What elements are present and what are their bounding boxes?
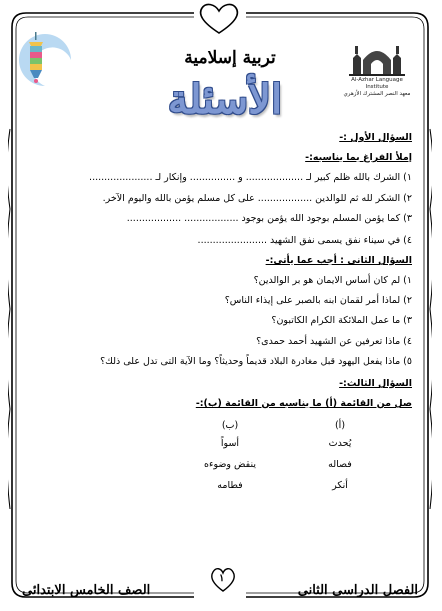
- q2-item: ٢) لماذا أمر لقمان ابنه بالصبر على إيذاء الناس؟: [224, 295, 412, 306]
- institute-logo-text: [340, 77, 414, 98]
- footer-grade: الصف الخامس الابتدائى: [22, 583, 151, 598]
- column-a-item: أنكر: [332, 480, 348, 491]
- q3-heading: السؤال الثالث:-: [339, 378, 412, 389]
- footer-term: الفصل الدراسى الثانى: [297, 583, 418, 598]
- column-a-header: (أ): [334, 420, 346, 431]
- page-title: الأسئلة: [167, 76, 283, 123]
- q2-item: ٤) ماذا تعرفين عن الشهيد أحمد حمدى؟: [256, 336, 412, 347]
- column-a-item: فصاله: [328, 459, 352, 470]
- column-b-item: فطامه: [217, 480, 243, 491]
- q2-item: ٣) ما عمل الملائكة الكرام الكاتبون؟: [271, 315, 412, 326]
- subject-title: تربية إسلامية: [184, 48, 276, 68]
- column-b-item: أسواً: [220, 438, 240, 449]
- q1-item: ٣) كما يؤمن المسلم بوجود الله يؤمن بوجود .................. ..................: [126, 213, 412, 224]
- institute-logo-icon: [347, 40, 407, 76]
- q2-heading: السؤال الثانى : أجب عما يأتى:-: [265, 255, 412, 266]
- column-b-header: (ب): [221, 420, 239, 431]
- q1-item: ٤) في سيناء نفق يسمى نفق الشهيد .......................: [197, 235, 412, 246]
- institute-name-ar: معهد النصر المشترك الأزهري: [343, 91, 411, 97]
- q2-item: ١) لم كان أساس الايمان هو بر الوالدين؟: [253, 275, 412, 286]
- column-a-item: يُحدث: [328, 438, 352, 449]
- q1-item: ٢) الشكر لله ثم للوالدين .................. على كل مسلم يؤمن بالله واليوم الآخر.: [102, 193, 412, 204]
- q1-heading: السؤال الأول :-: [339, 132, 412, 143]
- page-number: ١: [219, 573, 225, 584]
- q3-instruction: صل من القائمة (أ) ما يناسبه من القائمة (ب):-: [195, 398, 412, 409]
- lantern-crescent-icon: [15, 30, 73, 92]
- heart-icon: [196, 2, 242, 36]
- institute-name-en: Al-Azhar Language Institute: [351, 77, 403, 90]
- q2-item: ٥) ماذا يفعل اليهود قبل مغادرة البلاد قديماً وحديثاً؟ وما الآية التى تدل على ذلك؟: [100, 356, 412, 367]
- q1-item: ١) الشرك بالله ظلم كبير لـ ................... و ............... وإنكار لـ .....................: [89, 172, 412, 183]
- q1-instruction: إملأ الفراغ بما يناسبه:-: [305, 152, 412, 163]
- column-b-item: ينقض وضوءه: [204, 459, 256, 470]
